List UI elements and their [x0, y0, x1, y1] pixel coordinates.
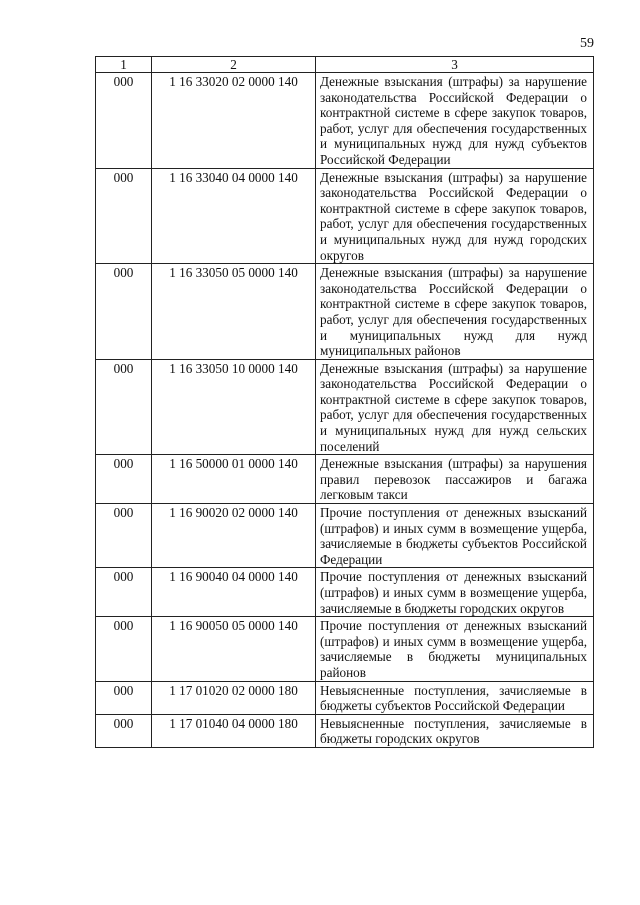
revenue-name-cell	[316, 264, 594, 360]
admin-code-cell: 000	[96, 168, 152, 264]
kbk-code-cell: 1 17 01020 02 0000 180	[152, 681, 316, 714]
kbk-code-cell: 1 16 90020 02 0000 140	[152, 504, 316, 568]
admin-code-cell: 000	[96, 681, 152, 714]
kbk-code-cell: 1 16 33020 02 0000 140	[152, 73, 316, 169]
table-row	[96, 168, 594, 264]
revenue-name-cell	[316, 568, 594, 617]
table-row	[96, 73, 594, 169]
table-row	[96, 359, 594, 455]
revenue-name-cell	[316, 359, 594, 455]
kbk-code-cell: 1 16 90040 04 0000 140	[152, 568, 316, 617]
admin-code-cell: 000	[96, 617, 152, 681]
kbk-code-cell: 1 17 01040 04 0000 180	[152, 714, 316, 747]
revenue-name-cell	[316, 681, 594, 714]
revenue-name-text: Прочие поступления от денежных взысканий (штрафов) и иных сумм в возмещение ущерба, зачисляемые в бюджеты субъектов Российской Федерации	[320, 505, 587, 567]
admin-code-cell: 000	[96, 714, 152, 747]
table-header-row	[96, 57, 594, 73]
revenue-name-cell	[316, 714, 594, 747]
table-row	[96, 617, 594, 681]
budget-codes-table	[95, 56, 594, 748]
table-row	[96, 455, 594, 504]
revenue-name-text: Прочие поступления от денежных взысканий (штрафов) и иных сумм в возмещение ущерба, зачисляемые в бюджеты городских округов	[320, 569, 587, 616]
revenue-name-text: Денежные взыскания (штрафы) за нарушение законодательства Российской Федерации о контрактной системе в сфере закупок товаров, работ, услуг для обеспечения государственных и муниципальных нужд для нужд субъектов Российской Федерации	[320, 74, 587, 167]
revenue-name-text: Невыясненные поступления, зачисляемые в бюджеты субъектов Российской Федерации	[320, 682, 587, 714]
column-header: 2	[152, 57, 316, 73]
kbk-code-cell: 1 16 90050 05 0000 140	[152, 617, 316, 681]
revenue-name-text: Прочие поступления от денежных взысканий (штрафов) и иных сумм в возмещение ущерба, зачисляемые в бюджеты муниципальных районов	[320, 618, 587, 680]
admin-code-cell: 000	[96, 264, 152, 360]
table-row	[96, 504, 594, 568]
revenue-name-cell	[316, 617, 594, 681]
revenue-name-cell	[316, 168, 594, 264]
admin-code-cell: 000	[96, 455, 152, 504]
revenue-name-text: Денежные взыскания (штрафы) за нарушение законодательства Российской Федерации о контрактной системе в сфере закупок товаров, работ, услуг для обеспечения государственных и муниципальных нужд для нужд сельских поселений	[320, 360, 587, 454]
revenue-name-text: Денежные взыскания (штрафы) за нарушение законодательства Российской Федерации о контрактной системе в сфере закупок товаров, работ, услуг для обеспечения государственных и муниципальных нужд для нужд городских округов	[320, 169, 587, 263]
revenue-name-cell	[316, 455, 594, 504]
revenue-name-text: Денежные взыскания (штрафы) за нарушение законодательства Российской Федерации о контрактной системе в сфере закупок товаров, работ, услуг для обеспечения государственных и муниципальных нужд для нужд муниципальных районов	[320, 265, 587, 359]
kbk-code-cell: 1 16 33050 05 0000 140	[152, 264, 316, 360]
table-row	[96, 264, 594, 360]
column-header: 1	[96, 57, 152, 73]
table-row	[96, 714, 594, 747]
admin-code-cell: 000	[96, 568, 152, 617]
kbk-code-cell: 1 16 33050 10 0000 140	[152, 359, 316, 455]
kbk-code-cell: 1 16 50000 01 0000 140	[152, 455, 316, 504]
kbk-code-cell: 1 16 33040 04 0000 140	[152, 168, 316, 264]
admin-code-cell: 000	[96, 359, 152, 455]
admin-code-cell: 000	[96, 504, 152, 568]
table-row	[96, 568, 594, 617]
revenue-name-text: Денежные взыскания (штрафы) за нарушения правил перевозок пассажиров и багажа легковым такси	[320, 456, 587, 503]
table-row	[96, 681, 594, 714]
revenue-name-cell	[316, 504, 594, 568]
revenue-name-text: Невыясненные поступления, зачисляемые в бюджеты городских округов	[320, 715, 587, 747]
page-number: 59	[580, 36, 594, 51]
admin-code-cell: 000	[96, 73, 152, 169]
column-header: 3	[316, 57, 594, 73]
revenue-name-cell	[316, 73, 594, 169]
